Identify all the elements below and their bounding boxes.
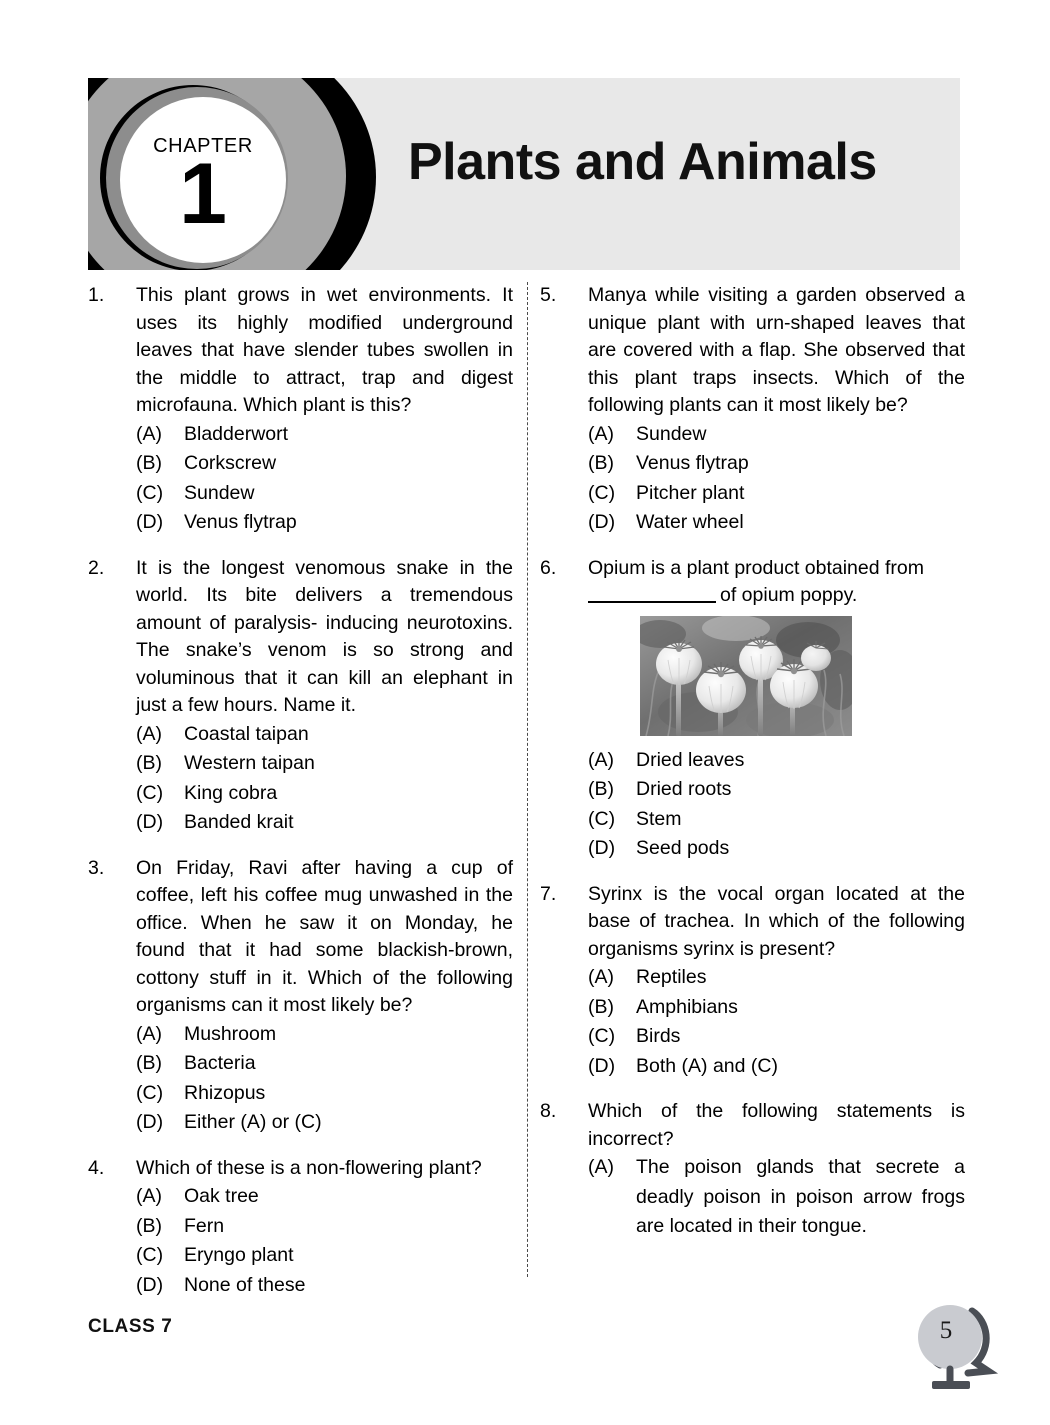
figure-container [588, 616, 965, 736]
option-label: (A) [136, 422, 162, 445]
option-text: Fern [184, 1214, 225, 1237]
option-text: Venus flytrap [636, 452, 749, 474]
left-question-column [88, 282, 513, 1317]
page-number: 5 [939, 1317, 953, 1344]
question-number: 5. [540, 284, 557, 306]
option-label: (B) [588, 778, 614, 800]
question-stem [588, 555, 965, 610]
right-question-column [540, 282, 965, 1259]
option-text: Dried roots [636, 778, 732, 800]
option-label: (B) [136, 1052, 162, 1074]
question-item [540, 282, 965, 538]
fill-in-blank-line[interactable] [588, 601, 716, 603]
question-number: 7. [540, 882, 557, 905]
option-a[interactable] [588, 746, 965, 776]
option-c[interactable] [136, 479, 513, 509]
opium-poppy-photo [640, 616, 852, 736]
chapter-word-label: CHAPTER [153, 135, 253, 157]
option-label: (B) [136, 452, 162, 474]
option-label: (B) [588, 452, 614, 474]
option-list [136, 720, 513, 838]
option-text: Reptiles [636, 966, 707, 988]
option-text: Amphibians [636, 995, 738, 1018]
option-text: King cobra [184, 781, 278, 804]
class-label: CLASS 7 [88, 1316, 173, 1337]
question-stem: Which of the following statements is incorrect? [588, 1100, 965, 1150]
option-label: (D) [136, 811, 164, 833]
option-text: The poison glands that secrete a deadly poison in poison arrow frogs are located in their tongue. [636, 1156, 965, 1237]
option-text: Corkscrew [184, 452, 277, 474]
option-list [588, 746, 965, 864]
option-label: (A) [136, 1185, 162, 1207]
chapter-number: 1 [179, 146, 227, 242]
option-label: (C) [136, 1244, 164, 1266]
option-list [136, 1182, 513, 1300]
option-d[interactable] [136, 808, 513, 838]
chapter-badge [100, 85, 286, 270]
option-text: Either (A) or (C) [184, 1111, 322, 1133]
option-d[interactable] [588, 1052, 965, 1082]
option-list [136, 420, 513, 538]
option-b[interactable] [588, 993, 965, 1023]
option-label: (C) [588, 481, 616, 504]
option-d[interactable] [588, 508, 965, 538]
option-list [588, 420, 965, 538]
option-text: Bacteria [184, 1052, 256, 1074]
option-label: (A) [588, 1156, 614, 1178]
option-label: (C) [588, 807, 616, 830]
question-item [88, 855, 513, 1138]
option-b[interactable] [588, 449, 965, 479]
option-text: Both (A) and (C) [636, 1054, 778, 1077]
question-number: 4. [88, 1156, 105, 1179]
option-d[interactable] [136, 1108, 513, 1138]
option-text: Venus flytrap [184, 511, 297, 533]
option-text: Sundew [636, 422, 707, 445]
option-text: Rhizopus [184, 1081, 266, 1104]
option-a[interactable] [588, 1153, 965, 1242]
option-list [588, 1153, 965, 1242]
option-c[interactable] [136, 1241, 513, 1271]
option-label: (D) [588, 511, 616, 533]
option-text: Banded krait [184, 811, 294, 833]
option-a[interactable] [136, 1020, 513, 1050]
chapter-badge-gray-ring [106, 87, 288, 269]
option-label: (D) [588, 837, 616, 859]
option-label: (C) [136, 1081, 164, 1104]
column-divider [527, 282, 528, 1277]
question-number: 1. [88, 284, 105, 306]
option-d[interactable] [136, 1271, 513, 1301]
option-label: (A) [588, 422, 614, 445]
question-item [540, 555, 965, 864]
question-stem-after-blank: of opium poppy. [720, 584, 858, 606]
option-label: (A) [136, 722, 162, 745]
question-stem: This plant grows in wet environments. It uses its highly modified underground leaves that have slender tubes swollen in the middle to attract, trap and digest microfauna. Which plant is this? [136, 284, 513, 416]
question-number: 2. [88, 556, 105, 579]
question-number: 6. [540, 556, 557, 579]
option-label: (C) [136, 481, 164, 504]
option-text: Pitcher plant [636, 481, 745, 504]
option-c[interactable] [588, 1022, 965, 1052]
option-b[interactable] [588, 775, 965, 805]
question-number: 3. [88, 856, 105, 879]
option-a[interactable] [136, 1182, 513, 1212]
option-b[interactable] [136, 749, 513, 779]
option-text: Coastal taipan [184, 722, 309, 745]
option-c[interactable] [588, 479, 965, 509]
option-list [136, 1020, 513, 1138]
option-label: (D) [136, 1111, 164, 1133]
question-stem: Which of these is a non-flowering plant? [136, 1156, 482, 1179]
option-a[interactable] [588, 420, 965, 450]
chapter-badge-inner-circle [120, 97, 286, 263]
option-label: (A) [588, 748, 614, 771]
option-label: (B) [136, 752, 162, 774]
option-text: Bladderwort [184, 422, 289, 445]
option-label: (B) [588, 995, 614, 1018]
question-item [540, 881, 965, 1082]
option-d[interactable] [136, 508, 513, 538]
question-item [88, 1155, 513, 1301]
option-label: (A) [588, 966, 614, 988]
option-b[interactable] [136, 1212, 513, 1242]
question-number: 8. [540, 1100, 557, 1122]
option-label: (D) [136, 1273, 164, 1296]
chapter-header-banner [88, 78, 960, 270]
question-item [88, 555, 513, 838]
option-text: None of these [184, 1273, 306, 1296]
option-text: Oak tree [184, 1185, 259, 1207]
option-list [588, 963, 965, 1081]
option-text: Western taipan [184, 752, 315, 774]
option-label: (D) [136, 511, 164, 533]
question-stem-before-blank: Opium is a plant product obtained from [588, 556, 925, 579]
question-item [88, 282, 513, 538]
option-a[interactable] [588, 963, 965, 993]
option-text: Seed pods [636, 837, 730, 859]
page-title: Plants and Animals [408, 133, 877, 191]
option-b[interactable] [136, 1049, 513, 1079]
option-text: Mushroom [184, 1022, 277, 1045]
option-label: (C) [588, 1025, 616, 1047]
option-label: (B) [136, 1214, 162, 1237]
option-a[interactable] [136, 720, 513, 750]
question-content-area [0, 282, 1050, 1296]
option-text: Water wheel [636, 511, 744, 533]
option-text: Sundew [184, 481, 255, 504]
page-number-globe [910, 1295, 1002, 1393]
option-label: (D) [588, 1054, 616, 1077]
option-label: (A) [136, 1022, 162, 1045]
question-stem: On Friday, Ravi after having a cup of coffee, left his coffee mug unwashed in the office. When he saw it on Monday, he found that it had some blackish-brown, cottony stuff in it. Which of the following organisms can it most likely be? [136, 856, 513, 1016]
question-item [540, 1098, 965, 1242]
option-text: Birds [636, 1025, 681, 1047]
question-stem: It is the longest venomous snake in the world. Its bite delivers a tremendous amount of paralysis- inducing neurotoxins. The snake’s venom is so strong and voluminous that it can kill an elephant in just a few hours. Name it. [136, 556, 513, 716]
option-text: Eryngo plant [184, 1244, 294, 1266]
option-d[interactable] [588, 834, 965, 864]
option-c[interactable] [588, 805, 965, 835]
question-stem: Syrinx is the vocal organ located at the base of trachea. In which of the following organisms syrinx is present? [588, 882, 965, 960]
option-c[interactable] [136, 779, 513, 809]
option-c[interactable] [136, 1079, 513, 1109]
option-text: Dried leaves [636, 748, 745, 771]
option-text: Stem [636, 807, 682, 830]
option-b[interactable] [136, 449, 513, 479]
option-a[interactable] [136, 420, 513, 450]
option-label: (C) [136, 781, 164, 804]
question-stem: Manya while visiting a garden observed a unique plant with urn-shaped leaves that are covered with a flap. She observed that this plant traps insects. Which of the following plants can it most likely be? [588, 284, 965, 416]
